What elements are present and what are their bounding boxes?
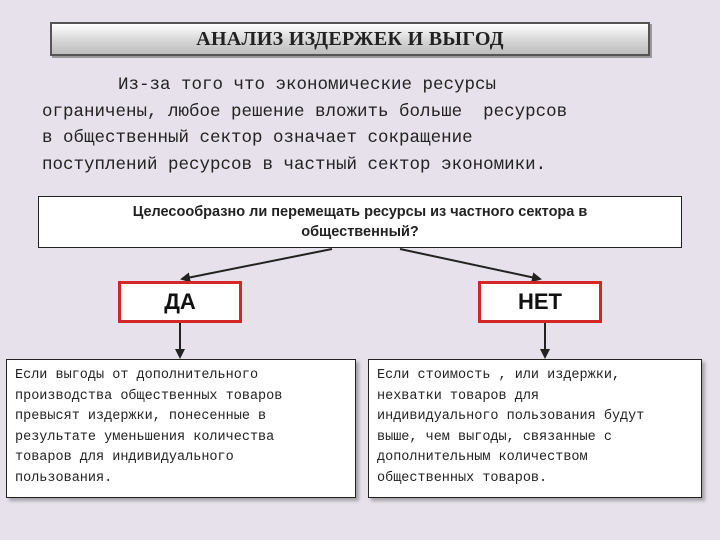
no-detail-line: нехватки товаров для xyxy=(377,388,540,404)
no-detail-line: выше, чем выгоды, связанные с xyxy=(377,429,612,445)
no-detail-line: дополнительным количеством xyxy=(377,450,588,465)
answer-no-box xyxy=(478,281,602,323)
page-title: АНАЛИЗ ИЗДЕРЖЕК И ВЫГОД xyxy=(196,27,504,50)
yes-detail-line: пользования. xyxy=(15,470,113,486)
no-detail-box xyxy=(368,359,702,498)
yes-detail-line: Если выгоды от дополнительного xyxy=(15,368,259,383)
arrow-to-yes xyxy=(182,249,332,279)
question-line-1: Целесообразно ли перемещать ресурсы из частного сектора в xyxy=(132,204,588,220)
answer-yes-label: ДА xyxy=(164,289,196,314)
intro-line-4: поступлений ресурсов в частный сектор экономики. xyxy=(42,154,547,175)
no-detail-line: общественных товаров. xyxy=(377,470,548,486)
yes-detail-line: превысят издержки, понесенные в xyxy=(15,409,267,424)
yes-detail-line: товаров для индивидуального xyxy=(15,450,234,465)
no-detail-line: индивидуального пользования будут xyxy=(377,409,645,424)
question-line-2: общественный? xyxy=(301,224,419,240)
yes-detail-box xyxy=(6,359,356,498)
no-detail-line: Если стоимость , или издержки, xyxy=(377,368,621,383)
arrow-to-no xyxy=(400,249,540,279)
intro-line-2: ограничены, любое решение вложить больше ресурсов xyxy=(42,101,568,122)
answer-yes-box xyxy=(118,281,242,323)
intro-line-1: Из-за того что экономические ресурсы xyxy=(118,75,497,95)
intro-line-3: в общественный сектор означает сокращение xyxy=(42,128,473,148)
yes-detail-line: производства общественных товаров xyxy=(15,388,283,404)
yes-detail-line: результате уменьшения количества xyxy=(15,429,275,445)
answer-no-label: НЕТ xyxy=(518,289,562,314)
